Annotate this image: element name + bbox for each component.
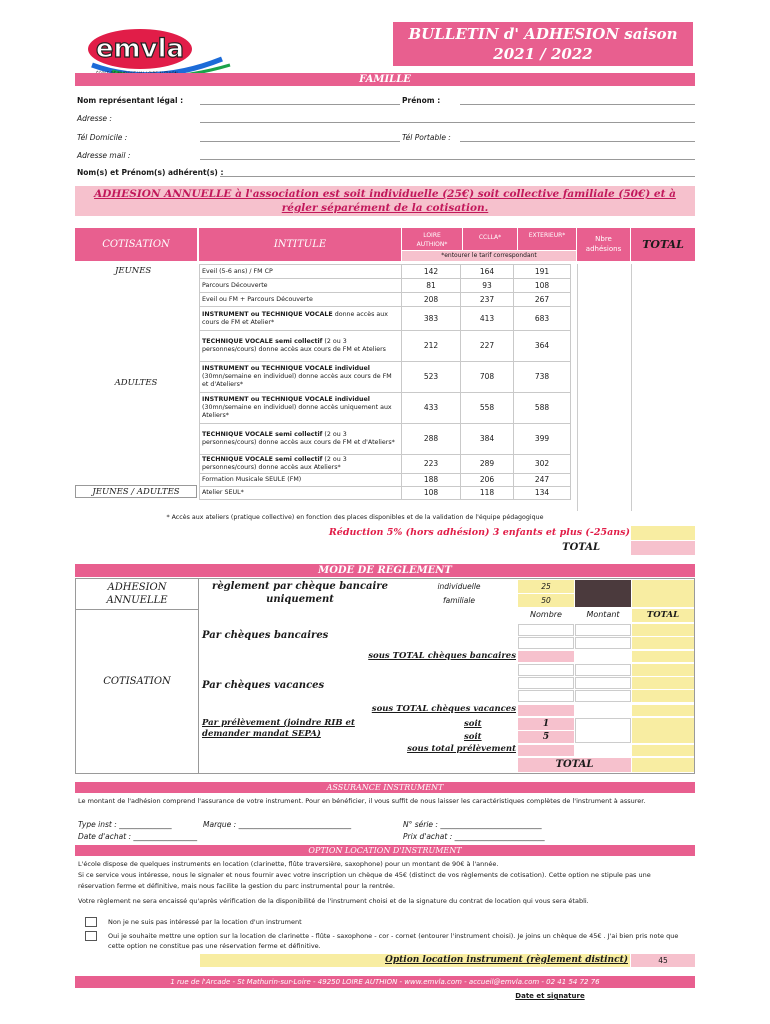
tarif-cclla[interactable]: 413 [461, 307, 514, 331]
assurance-text: Le montant de l'adhésion comprend l'assurance de votre instrument. Pour en bénéficier, il vous suffit de nous laisser les caractéristiques complètes de l'instrument à assurer. [78, 797, 646, 805]
adhesion-notice [75, 186, 695, 216]
tarif-intitule-text: Eveil (5-6 ans) / FM CP [202, 267, 273, 275]
tarif-total-label: TOTAL [562, 542, 600, 553]
soit-5-label: soit [464, 732, 482, 742]
serie-field[interactable]: N° série : ___________________________ [403, 820, 542, 829]
sous-total-prelevement-input[interactable] [518, 745, 574, 756]
location-header: OPTION LOCATION D'INSTRUMENT [75, 845, 695, 856]
tarif-cclla[interactable]: 93 [461, 279, 514, 293]
tarif-row [200, 362, 571, 393]
tarif-loire[interactable]: 288 [402, 424, 461, 455]
tarif-total-input[interactable] [631, 541, 695, 555]
tarif-cclla[interactable]: 237 [461, 293, 514, 307]
tarif-ext[interactable]: 399 [514, 424, 571, 455]
col-loire-header: LOIRE AUTHION* [402, 228, 462, 250]
tarif-ext[interactable]: 108 [514, 279, 571, 293]
tarif-cclla[interactable]: 206 [461, 474, 514, 487]
group-adultes: ADULTES [114, 378, 158, 388]
tarif-intitule-text: Eveil ou FM + Parcours Découverte [202, 295, 313, 303]
tarif-ext[interactable]: 738 [514, 362, 571, 393]
tarif-intitule-text: donne accès aux cours de FM et Atelier* [202, 310, 388, 326]
tarif-intitule [200, 293, 402, 307]
prenom-field[interactable] [460, 104, 695, 105]
footer-address: 1 rue de l'Arcade - St Mathurin-sur-Loire - 49250 LOIRE AUTHION - www.emvla.com - accueil@emvla.com - 02 41 54 72 76 [75, 976, 695, 988]
col-intitule-header: INTITULE [199, 228, 401, 261]
sous-total-vacances-label: sous TOTAL chèques vacances [371, 704, 516, 714]
total-cell[interactable] [632, 637, 694, 649]
cotisation-cell [76, 609, 198, 773]
tarif-intitule-bold: TECHNIQUE VOCALE semi collectif [202, 431, 323, 438]
tarif-cclla[interactable]: 558 [461, 393, 514, 424]
total-cell[interactable] [632, 690, 694, 702]
tarif-intitule-bold: TECHNIQUE VOCALE semi collectif [202, 338, 323, 345]
tarif-loire[interactable]: 523 [402, 362, 461, 393]
soit-1-label: soit [464, 719, 482, 729]
tarif-intitule-text: Formation Musicale SEULE (FM) [202, 476, 302, 483]
tarif-ext[interactable]: 683 [514, 307, 571, 331]
tarif-ext[interactable]: 588 [514, 393, 571, 424]
mail-label: Adresse mail : [77, 151, 131, 160]
tarif-intitule-text: Parcours Découverte [202, 281, 268, 289]
sous-total-bancaires-input[interactable] [518, 651, 574, 662]
title-line-2: 2021 / 2022 [493, 45, 593, 63]
montant-cell[interactable] [575, 664, 631, 676]
total-column [631, 264, 695, 511]
tarif-row [200, 455, 571, 474]
reduction-input[interactable] [631, 526, 695, 540]
tarif-intitule-text: Atelier SEUL* [202, 489, 244, 496]
cheques-vacances-label: Par chèques vacances [202, 680, 325, 691]
tarif-intitule [200, 362, 402, 393]
tarif-cclla[interactable]: 384 [461, 424, 514, 455]
nombre-cell[interactable] [518, 624, 574, 636]
location-p1: L'école dispose de quelques instruments en location (clarinette, flûte traversière, saxophone) pour un montant de 90€ à l'année. [78, 860, 499, 868]
marque-field[interactable]: Marque : ______________________________ [203, 820, 352, 829]
total-cell[interactable] [632, 624, 694, 636]
tarif-row [200, 393, 571, 424]
tarif-cclla[interactable]: 227 [461, 331, 514, 362]
tarif-loire[interactable]: 383 [402, 307, 461, 331]
tarif-intitule-text: (2 ou 3 personnes/cours) donne accès aux cours de FM et Ateliers [202, 338, 386, 353]
col-cotisation-header: COTISATION [75, 228, 197, 261]
option-oui-label: Oui je souhaite mettre une option sur la location de clarinette - flûte - saxophone - cor - cornet (entourer l'instrument choisi). Je joins un chèque de 45€ . J'ai bien pris note que cette option ne constitue pas une réservation ferme et définitive. [108, 932, 679, 950]
tarif-row [200, 474, 571, 487]
col-montant: Montant [586, 610, 620, 619]
adhesion-indiv-value: 25 [518, 580, 574, 593]
title-line-1: BULLETIN d' ADHESION saison [408, 25, 678, 43]
reglement-total-label: TOTAL [518, 758, 631, 772]
sous-total-prelevement-total[interactable] [632, 745, 694, 756]
nombre-cell[interactable] [518, 677, 574, 689]
tarif-row [200, 265, 571, 279]
tarif-row [200, 487, 571, 500]
tarif-cclla[interactable]: 289 [461, 455, 514, 474]
option-location-label: Option location instrument (règlement distinct) [200, 954, 630, 967]
tarif-ext[interactable]: 134 [514, 487, 571, 500]
tarif-table [199, 264, 571, 500]
montant-cell[interactable] [575, 637, 631, 649]
col-nbre-header: Nbre adhésions [577, 228, 630, 261]
tarif-loire[interactable]: 188 [402, 474, 461, 487]
sous-total-bancaires-label: sous TOTAL chèques bancaires [368, 651, 516, 661]
montant-cell[interactable] [575, 624, 631, 636]
col-ext-header: EXTERIEUR* [518, 228, 576, 250]
adhesion-dark-cell-1 [575, 580, 631, 607]
adresse-field[interactable] [200, 122, 695, 123]
tarif-row [200, 279, 571, 293]
tarif-intitule [200, 474, 402, 487]
nombre-cell[interactable] [518, 664, 574, 676]
tarif-cclla[interactable]: 708 [461, 362, 514, 393]
tarif-intitule-text: (2 ou 3 personnes/cours) donne accès aux Ateliers* [202, 456, 347, 471]
sous-total-bancaires-total[interactable] [632, 651, 694, 662]
adherents-field[interactable] [220, 176, 695, 177]
tarif-loire[interactable]: 223 [402, 455, 461, 474]
tarif-row [200, 331, 571, 362]
tarif-ext[interactable]: 302 [514, 455, 571, 474]
tarif-loire[interactable]: 81 [402, 279, 461, 293]
sous-total-vacances-total[interactable] [632, 705, 694, 716]
soit-1-value: 1 [518, 718, 574, 730]
tarif-row [200, 307, 571, 331]
prenom-label: Prénom : [402, 96, 441, 105]
tarif-intitule [200, 307, 402, 331]
tarif-intitule [200, 279, 402, 293]
reduction-label: Réduction 5% (hors adhésion) 3 enfants et plus (-25ans) [328, 527, 630, 538]
type-inst-field[interactable]: Type inst : ______________ [78, 820, 172, 829]
date-signature-label: Date et signature [515, 992, 585, 1000]
col-cclla-header: CCLLA* [463, 228, 517, 250]
total-cell[interactable] [632, 664, 694, 676]
adhesion-fam-value: 50 [518, 594, 574, 607]
tarif-intitule [200, 487, 402, 500]
tarif-intitule [200, 331, 402, 362]
sous-total-prelevement-label: sous total prélèvement [407, 744, 516, 754]
col-reglement-total: TOTAL [632, 609, 694, 622]
sous-total-vacances-input[interactable] [518, 705, 574, 716]
tarif-loire[interactable]: 212 [402, 331, 461, 362]
adhesion-notice-line2: régler séparément de la cotisation. [281, 202, 489, 214]
soit-5-value: 5 [518, 731, 574, 743]
adhesion-notice-line1: ADHESION ANNUELLE à l'association est soit individuelle (25€) soit collective familiale (50€) et à [94, 188, 676, 200]
location-p3: Votre règlement ne sera encaissé qu'après vérification de la disponibilité de l'instrument choisi et de la signature du contrat de location qui vous sera établi. [78, 897, 589, 905]
tarif-intitule-bold: INSTRUMENT ou TECHNIQUE VOCALE individuel [202, 396, 370, 403]
tarif-row [200, 424, 571, 455]
famille-form [75, 92, 695, 182]
prelevement-montant-cells[interactable] [575, 718, 631, 743]
option-location-value: 45 [631, 954, 695, 967]
date-achat-field[interactable]: Date d'achat : _________________ [78, 832, 198, 841]
tarif-ext[interactable]: 267 [514, 293, 571, 307]
tarif-intitule-text: (30mn/semaine en individuel) donne accès uniquement aux Ateliers* [202, 404, 392, 419]
tarif-intitule-text: (2 ou 3 personnes/cours) donne accès aux cours de FM et d'Ateliers* [202, 431, 395, 446]
logo-text: emvla [95, 34, 185, 64]
adhesion-total-input[interactable] [632, 580, 694, 607]
reglement-total-input[interactable] [632, 758, 694, 772]
page-title [393, 22, 693, 66]
nom-label: Nom représentant légal : [77, 96, 184, 105]
famille-header: FAMILLE [75, 73, 695, 86]
tel-domicile-field[interactable] [200, 141, 400, 142]
tarif-row [200, 293, 571, 307]
tarif-intitule-bold: INSTRUMENT ou TECHNIQUE VOCALE [202, 310, 333, 318]
entourer-note: *entourer le tarif correspondant [402, 251, 576, 261]
prelevement-label: Par prélèvement (joindre RIB et demander mandat SEPA) [202, 718, 355, 739]
tarif-intitule [200, 393, 402, 424]
tarif-intitule-text: (30mn/semaine en individuel) donne accès aux cours de FM et d'Ateliers* [202, 373, 392, 388]
reglement-divider [198, 578, 199, 774]
tarif-ext[interactable]: 191 [514, 265, 571, 279]
option-oui-checkbox[interactable] [85, 931, 97, 941]
reglement-header: MODE DE REGLEMENT [75, 564, 695, 577]
group-jeunes-adultes: JEUNES / ADULTES [75, 485, 197, 498]
adherents-label: Nom(s) et Prénom(s) adhérent(s) : [77, 168, 224, 177]
tel-portable-field[interactable] [460, 141, 695, 142]
tarif-ext[interactable]: 364 [514, 331, 571, 362]
tarif-loire[interactable]: 108 [402, 487, 461, 500]
location-p2: Si ce service vous intéresse, nous le signaler et nous fournir avec votre inscription un chèque de 45€ (distinct de vos règlements de cotisation). Cette option ne stipule pas une réservation ferme et définitive, mais nous facilite la gestion du parc instrumental pour la rentrée. [78, 871, 651, 890]
montant-cell[interactable] [575, 690, 631, 702]
tarif-loire[interactable]: 433 [402, 393, 461, 424]
col-nombre: Nombre [530, 610, 562, 619]
tarif-intitule [200, 424, 402, 455]
cheques-bancaires-label: Par chèques bancaires [202, 630, 329, 641]
group-jeunes: JEUNES [115, 266, 152, 276]
nombre-cell[interactable] [518, 637, 574, 649]
tarif-intitule [200, 455, 402, 474]
cheques-vacances-grid [518, 664, 694, 704]
col-total-header: TOTAL [631, 228, 695, 261]
tarif-ext[interactable]: 247 [514, 474, 571, 487]
tarif-cclla[interactable]: 118 [461, 487, 514, 500]
assurance-header: ASSURANCE INSTRUMENT [75, 782, 695, 793]
total-cell[interactable] [632, 677, 694, 689]
tel-domicile-label: Tél Domicile : [77, 133, 128, 142]
montant-cell[interactable] [575, 677, 631, 689]
nom-field[interactable] [200, 104, 400, 105]
prix-achat-field[interactable]: Prix d'achat : ________________________ [403, 832, 545, 841]
tarif-footnote: * Accès aux ateliers (pratique collective) en fonction des places disponibles et de la validation de l'équipe pédagogique [166, 514, 544, 521]
tarif-intitule-bold: INSTRUMENT ou TECHNIQUE VOCALE individuel [202, 365, 370, 372]
option-non-checkbox[interactable] [85, 917, 97, 927]
tarif-intitule [200, 265, 402, 279]
tarif-loire[interactable]: 208 [402, 293, 461, 307]
familiale-label: familiale [442, 596, 476, 605]
adresse-label: Adresse : [77, 114, 112, 123]
mail-field[interactable] [200, 159, 695, 160]
nbre-column [577, 264, 630, 511]
tarif-cclla[interactable]: 164 [461, 265, 514, 279]
tarif-loire[interactable]: 142 [402, 265, 461, 279]
tarif-intitule-bold: TECHNIQUE VOCALE semi collectif [202, 456, 323, 463]
adhesion-annuelle-label: ADHESION ANNUELLE [106, 582, 168, 606]
individuelle-label: individuelle [437, 582, 481, 591]
nombre-cell[interactable] [518, 690, 574, 702]
prelevement-total[interactable] [632, 718, 694, 743]
reglement-cheque-label: règlement par chèque bancaire uniquement [212, 581, 388, 605]
cotisation-label: COTISATION [103, 676, 171, 687]
tel-portable-label: Tél Portable : [402, 133, 451, 142]
option-non-label: Non je ne suis pas intéressé par la location d'un instrument [108, 918, 302, 926]
